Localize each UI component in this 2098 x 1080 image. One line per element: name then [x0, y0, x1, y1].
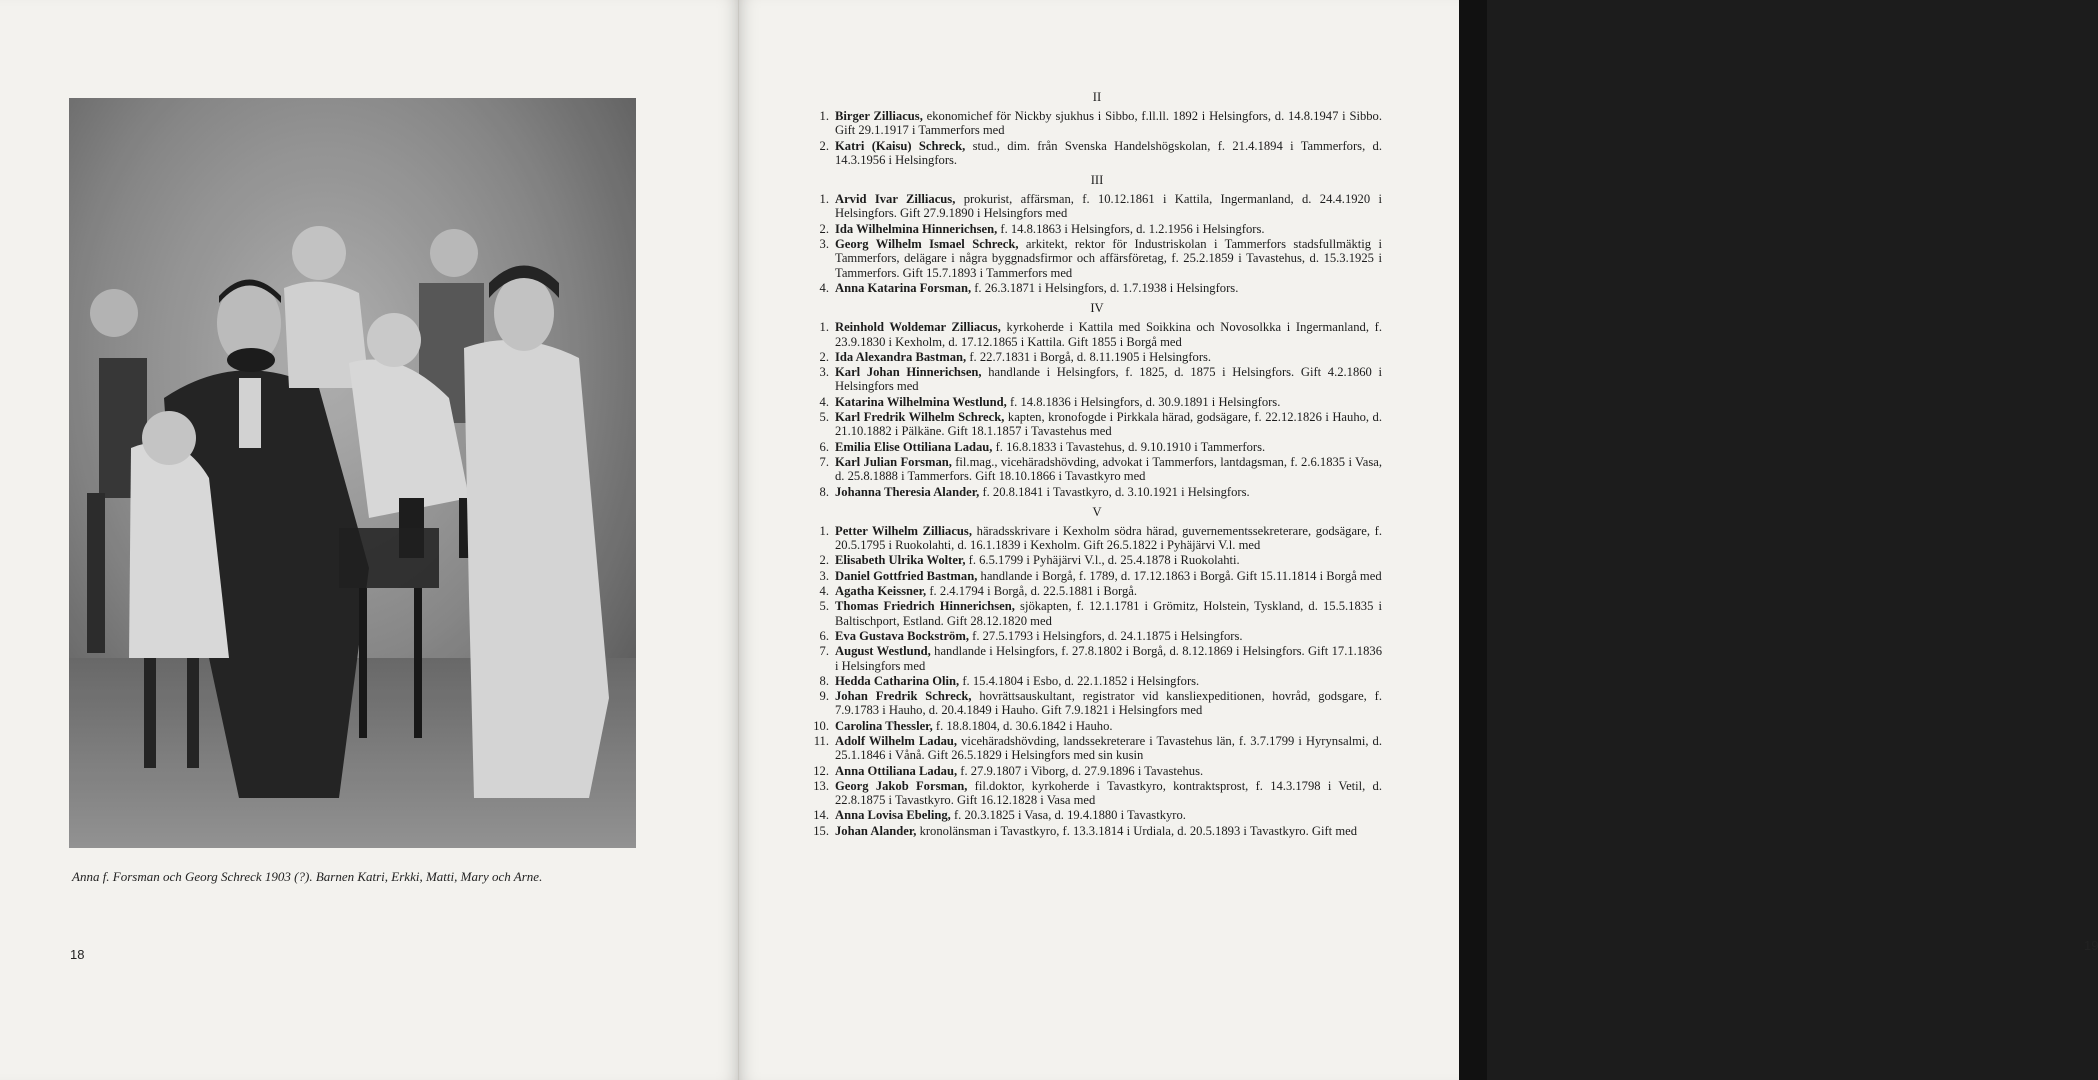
entry-body	[835, 719, 1382, 733]
person-name: Anna Ottiliana Ladau,	[835, 763, 958, 778]
person-details: handlande i Borgå, f. 1789, d. 17.12.1863 i Borgå. Gift 15.11.1814 i Borgå med	[977, 568, 1382, 583]
person-name: Katri (Kaisu) Schreck,	[835, 138, 966, 153]
person-details: sjökapten, f. 12.1.1781 i Grömitz, Holstein, Tyskland, d. 15.5.1835 i Baltischport, Estland. Gift 28.12.1820 med	[835, 599, 1382, 628]
entry-number: 2.	[819, 138, 829, 153]
person-details: stud., dim. från Svenska Handelshögskolan, f. 21.4.1894 i Tammerfors, d. 14.3.1956 i Helsingfors.	[835, 138, 1382, 167]
person-entry	[812, 764, 1382, 778]
person-name: Katarina Wilhelmina Westlund,	[835, 394, 1007, 409]
person-entry	[812, 824, 1382, 838]
person-details: f. 22.7.1831 i Borgå, d. 8.11.1905 i Helsingfors.	[966, 349, 1212, 364]
entry-number: 5.	[819, 599, 829, 614]
entry-body	[835, 674, 1382, 688]
entry-body	[835, 395, 1382, 409]
person-name: Reinhold Woldemar Zilliacus,	[835, 320, 1001, 335]
person-entry	[812, 734, 1382, 763]
person-name: Anna Lovisa Ebeling,	[835, 808, 951, 823]
person-name: Agatha Keissner,	[835, 584, 927, 599]
person-entry	[812, 524, 1382, 553]
person-name: Karl Fredrik Wilhelm Schreck,	[835, 410, 1005, 425]
person-entry	[812, 455, 1382, 484]
person-details: f. 14.8.1836 i Helsingfors, d. 30.9.1891 i Helsingfors.	[1006, 394, 1281, 409]
generation-section	[812, 505, 1382, 838]
entry-number: 14.	[813, 808, 829, 823]
person-entry	[812, 674, 1382, 688]
person-details: f. 26.3.1871 i Helsingfors, d. 1.7.1938 i Helsingfors.	[971, 280, 1239, 295]
person-details: kyrkoherde i Kattila med Soikkina och Novosolkka i Ingermanland, f. 23.9.1830 i Kexholm, d. 17.12.1865 i Kattila. Gift 1855 i Borgå med	[835, 320, 1382, 349]
person-details: f. 20.3.1825 i Vasa, d. 19.4.1880 i Tavastkyro.	[950, 808, 1186, 823]
generation-section	[812, 90, 1382, 167]
entry-number: 7.	[819, 454, 829, 469]
person-name: Adolf Wilhelm Ladau,	[835, 733, 958, 748]
entry-body	[835, 629, 1382, 643]
entry-body	[835, 524, 1382, 553]
entry-number: 6.	[819, 439, 829, 454]
entry-number: 1.	[819, 192, 829, 207]
generation-heading: III	[1090, 173, 1104, 188]
entry-body	[835, 455, 1382, 484]
person-details: kronolänsman i Tavastkyro, f. 13.3.1814 i Urdiala, d. 20.5.1893 i Tavastkyro. Gift med	[916, 823, 1358, 838]
entry-body	[835, 644, 1382, 673]
entry-body	[835, 139, 1382, 168]
entry-body	[835, 808, 1382, 822]
entry-body	[835, 599, 1382, 628]
entry-body	[835, 824, 1382, 838]
generation-heading: IV	[1090, 301, 1104, 316]
person-details: vicehäradshövding, landssekreterare i Tavastehus län, f. 3.7.1799 i Hyrynsalmi, d. 25.1.1846 i Vånå. Gift 26.5.1829 i Helsingfors med sin kusin	[835, 733, 1382, 763]
entry-number: 3.	[819, 237, 829, 252]
entry-body	[835, 779, 1382, 808]
person-entry	[812, 281, 1382, 295]
entry-body	[835, 222, 1382, 236]
person-entry	[812, 779, 1382, 808]
person-entry	[812, 109, 1382, 138]
person-entry	[812, 569, 1382, 583]
person-details: f. 2.4.1794 i Borgå, d. 22.5.1881 i Borgå.	[926, 584, 1138, 599]
entry-body	[835, 410, 1382, 439]
entry-body	[835, 689, 1382, 718]
person-name: Karl Julian Forsman,	[835, 454, 952, 469]
person-name: Ida Wilhelmina Hinnerichsen,	[835, 221, 998, 236]
generation-section	[812, 173, 1382, 295]
entry-body	[835, 553, 1382, 567]
entry-number: 3.	[819, 365, 829, 380]
person-details: ekonomichef för Nickby sjukhus i Sibbo, f.ll.ll. 1892 i Helsingfors, d. 14.8.1947 i Sibbo. Gift 29.1.1917 i Tammerfors med	[835, 109, 1382, 138]
entry-number: 7.	[819, 644, 829, 659]
entry-number: 2.	[819, 553, 829, 568]
person-details: f. 14.8.1863 i Helsingfors, d. 1.2.1956 i Helsingfors.	[997, 221, 1265, 236]
person-name: Birger Zilliacus,	[835, 109, 923, 123]
entry-number: 3.	[819, 568, 829, 583]
person-details: handlande i Helsingfors, f. 27.8.1802 i Borgå, d. 8.12.1869 i Helsingfors. Gift 17.1.1836 i Helsingfors med	[835, 644, 1382, 673]
entry-body	[835, 764, 1382, 778]
entry-body	[835, 734, 1382, 763]
entry-body	[835, 365, 1382, 394]
person-details: f. 27.9.1807 i Viborg, d. 27.9.1896 i Tavastehus.	[957, 763, 1204, 778]
person-details: fil.mag., vicehäradshövding, advokat i Tammerfors, lantdagsman, f. 2.6.1835 i Vasa, d. 25.8.1888 i Tammerfors. Gift 18.10.1866 i Tavastkyro med	[835, 454, 1382, 484]
person-name: Johanna Theresia Alander,	[835, 484, 980, 499]
generation-heading: V	[1092, 504, 1102, 519]
person-entry	[812, 320, 1382, 349]
entry-body	[835, 281, 1382, 295]
entry-number: 15.	[813, 823, 829, 838]
person-name: Karl Johan Hinnerichsen,	[835, 365, 982, 380]
entry-number: 11.	[813, 733, 829, 748]
photo-caption: Anna f. Forsman och Georg Schreck 1903 (?). Barnen Katri, Erkki, Matti, Mary och Arne.	[72, 869, 543, 884]
person-entry	[812, 689, 1382, 718]
person-name: Hedda Catharina Olin,	[835, 673, 960, 688]
person-name: August Westlund,	[835, 644, 931, 659]
entry-body	[835, 320, 1382, 349]
entry-number: 4.	[819, 584, 829, 599]
person-entry	[812, 237, 1382, 280]
left-page	[0, 0, 739, 1080]
entry-number: 1.	[819, 523, 829, 538]
entry-body	[835, 485, 1382, 499]
entry-number: 1.	[819, 320, 829, 335]
page-number-left: 18	[70, 947, 85, 962]
entry-number: 12.	[813, 763, 829, 778]
entry-number: 13.	[813, 778, 829, 793]
entry-number: 9.	[819, 689, 829, 704]
entry-number: 6.	[819, 628, 829, 643]
person-details: f. 27.5.1793 i Helsingfors, d. 24.1.1875 i Helsingfors.	[969, 628, 1243, 643]
person-entry	[812, 553, 1382, 567]
person-name: Georg Jakob Forsman,	[835, 778, 968, 793]
entry-body	[835, 584, 1382, 598]
family-photograph	[69, 98, 636, 848]
genealogy-list	[812, 90, 1382, 844]
person-details: häradsskrivare i Kexholm södra härad, guvernementssekreterare, godsägare, f. 20.5.1795 i Ruokolahti, d. 16.1.1839 i Kexholm. Gift 26.5.1822 i Pyhäjärvi V.l. med	[835, 523, 1382, 553]
person-entry	[812, 395, 1382, 409]
entry-number: 10.	[813, 718, 829, 733]
person-details: arkitekt, rektor för Industriskolan i Tammerfors stadsfullmäktig i Tammerfors, delägare i några byggnadsfirmor och affärsföretag, f. 25.2.1859 i Tavastehus, d. 15.3.1925 i Tammerfors. Gift 15.7.1893 i Tammerfors med	[835, 237, 1382, 280]
person-name: Elisabeth Ulrika Wolter,	[835, 553, 966, 568]
person-name: Johan Fredrik Schreck,	[835, 689, 972, 704]
person-entry	[812, 410, 1382, 439]
generation-heading: II	[1092, 90, 1102, 104]
generation-section	[812, 301, 1382, 499]
person-name: Arvid Ivar Zilliacus,	[835, 192, 956, 207]
person-entry	[812, 584, 1382, 598]
person-entry	[812, 350, 1382, 364]
entry-body	[835, 109, 1382, 138]
person-entry	[812, 139, 1382, 168]
person-details: f. 20.8.1841 i Tavastkyro, d. 3.10.1921 i Helsingfors.	[979, 484, 1250, 499]
person-entry	[812, 599, 1382, 628]
entry-body	[835, 237, 1382, 280]
person-name: Eva Gustava Bockström,	[835, 628, 969, 643]
person-details: prokurist, affärsman, f. 10.12.1861 i Kattila, Ingermanland, d. 24.4.1920 i Helsingfors. Gift 27.9.1890 i Helsingfors med	[835, 192, 1382, 221]
entry-number: 5.	[819, 410, 829, 425]
person-name: Georg Wilhelm Ismael Schreck,	[835, 237, 1019, 252]
page-number-right: 19	[2084, 938, 2098, 953]
person-details: f. 6.5.1799 i Pyhäjärvi V.l., d. 25.4.1878 i Ruokolahti.	[965, 553, 1240, 568]
person-name: Johan Alander,	[835, 823, 917, 838]
person-details: f. 15.4.1804 i Esbo, d. 22.1.1852 i Helsingfors.	[959, 673, 1200, 688]
person-name: Anna Katarina Forsman,	[835, 280, 972, 295]
person-details: handlande i Helsingfors, f. 1825, d. 1875 i Helsingfors. Gift 4.2.1860 i Helsingfors med	[835, 365, 1382, 394]
person-entry	[812, 365, 1382, 394]
person-name: Ida Alexandra Bastman,	[835, 349, 967, 364]
entry-body	[835, 350, 1382, 364]
family-photograph-image	[69, 98, 636, 848]
entry-number: 2.	[819, 349, 829, 364]
person-name: Carolina Thessler,	[835, 718, 933, 733]
entry-number: 2.	[819, 221, 829, 236]
person-name: Daniel Gottfried Bastman,	[835, 568, 978, 583]
person-entry	[812, 222, 1382, 236]
person-details: f. 18.8.1804, d. 30.6.1842 i Hauho.	[932, 718, 1113, 733]
person-entry	[812, 808, 1382, 822]
person-entry	[812, 440, 1382, 454]
entry-body	[835, 569, 1382, 583]
person-details: hovrättsauskultant, registrator vid kansliexpeditionen, hovråd, godsgare, f. 7.9.1783 i Hauho, d. 20.4.1849 i Hauho. Gift 7.9.1821 i Helsingfors med	[835, 689, 1382, 718]
entry-number: 8.	[819, 673, 829, 688]
book-edge-shadow	[1459, 0, 1487, 1080]
person-entry	[812, 644, 1382, 673]
entry-number: 4.	[819, 280, 829, 295]
person-entry	[812, 629, 1382, 643]
person-entry	[812, 719, 1382, 733]
person-name: Emilia Elise Ottiliana Ladau,	[835, 439, 993, 454]
person-details: fil.doktor, kyrkoherde i Tavastkyro, kontraktsprost, f. 14.3.1798 i Vetil, d. 22.8.1875 i Tavastkyro. Gift 16.12.1828 i Vasa med	[835, 778, 1383, 808]
person-name: Thomas Friedrich Hinnerichsen,	[835, 599, 1015, 614]
person-entry	[812, 485, 1382, 499]
entry-number: 4.	[819, 394, 829, 409]
person-details: f. 16.8.1833 i Tavastehus, d. 9.10.1910 i Tammerfors.	[992, 439, 1266, 454]
person-details: kapten, kronofogde i Pirkkala härad, godsägare, f. 22.12.1826 i Hauho, d. 21.10.1882 i Pälkäne. Gift 18.1.1857 i Tavastehus med	[835, 410, 1382, 439]
entry-number: 1.	[819, 109, 829, 123]
entry-number: 8.	[819, 484, 829, 499]
entry-body	[835, 192, 1382, 221]
person-entry	[812, 192, 1382, 221]
person-name: Petter Wilhelm Zilliacus,	[835, 523, 972, 538]
entry-body	[835, 440, 1382, 454]
